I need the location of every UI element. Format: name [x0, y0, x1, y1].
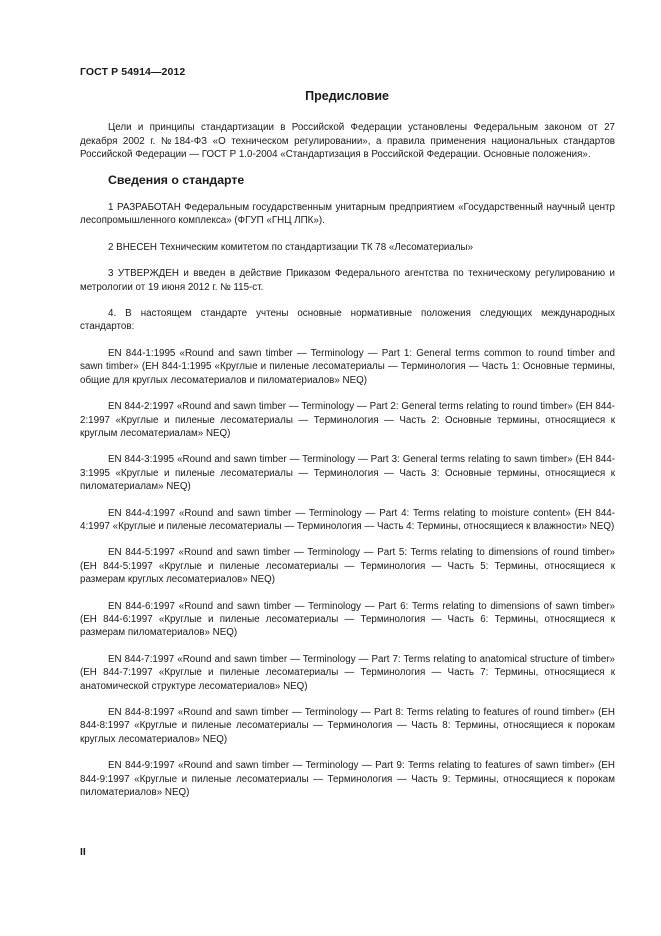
standard-reference: EN 844-3:1995 «Round and sawn timber — Terminology — Part 3: General terms relating to sawn timber» (ЕН 844-3:1995 «Круглые и пиленые лесоматериалы — Терминология — Часть 3: Основные термины, относящиеся к пиломатериалам» NEQ) [80, 454, 615, 493]
item-paragraph: 4. В настоящем стандарте учтены основные нормативные положения следующих международных стандартов: [80, 308, 615, 333]
standard-reference: EN 844-8:1997 «Round and sawn timber — Terminology — Part 8: Terms relating to features of round timber» (ЕН 844-8:1997 «Круглые и пиленые лесоматериалы — Терминология — Часть 8: Термины, относящиеся к порокам круглых лесоматериалов» NEQ) [80, 707, 615, 745]
standard-reference: EN 844-6:1997 «Round and sawn timber — Terminology — Part 6: Terms relating to dimensions of sawn timber» (ЕН 844-6:1997 «Круглые и пиленые лесоматериалы — Терминология — Часть 6: Термины, относящиеся к размерам пиломатериалов» NEQ) [80, 600, 615, 639]
standard-reference: EN 844-2:1997 «Round and sawn timber — Terminology — Part 2: General terms relating to round timber» (ЕН 844-2:1997 «Круглые и пиленые лесоматериалы — Терминология — Часть 2: Основные термины, относящиеся к круглым лесоматериалам» NEQ) [80, 401, 615, 439]
standard-reference: EN 844-7:1997 «Round and sawn timber — Terminology — Part 7: Terms relating to anatomical structure of timber» (ЕН 844-7:1997 «Круглые и пиленые лесоматериалы — Терминология — Часть 7: Термины, относящиеся к анатомической структуре лесоматериалов» NEQ) [80, 653, 615, 692]
standard-reference: EN 844-4:1997 «Round and sawn timber — Terminology — Part 4: Terms relating to moisture content» (ЕН 844-4:1997 «Круглые и пиленые лесоматериалы — Терминология — Часть 4: Термины, относящиеся к влажности» NEQ) [80, 507, 615, 532]
item-paragraph: 3 УТВЕРЖДЕН и введен в действие Приказом Федерального агентства по техническому регулированию и метрологии от 19 июня 2012 г. № 115-ст. [80, 268, 615, 293]
section-subtitle: Сведения о стандарте [108, 172, 245, 187]
standard-reference: EN 844-5:1997 «Round and sawn timber — Terminology — Part 5: Terms relating to dimensions of round timber» (ЕН 844-5:1997 «Круглые и пиленые лесоматериалы — Терминология — Часть 5: Термины, относящиеся к размерам круглых лесоматериалов» NEQ) [80, 547, 615, 586]
item-paragraph: 2 ВНЕСЕН Техническим комитетом по стандартизации ТК 78 «Лесоматериалы» [108, 241, 474, 253]
item-paragraph: 1 РАЗРАБОТАН Федеральным государственным унитарным предприятием «Государственный научный центр лесопромышленного комплекса» (ФГУП «ГНЦ ЛПК»). [80, 202, 615, 227]
standard-reference: EN 844-1:1995 «Round and sawn timber — Terminology — Part 1: General terms common to round timber and sawn timber» (ЕН 844-1:1995 «Круглые и пиленые лесоматериалы — Терминология — Часть 1: Основные термины, общие для круглых лесоматериалов и пиломатериалов» NEQ) [80, 347, 615, 386]
page-number: II [80, 846, 86, 858]
document-header: ГОСТ Р 54914—2012 [80, 66, 186, 78]
preface-title: Предисловие [305, 89, 389, 103]
intro-paragraph: Цели и принципы стандартизации в Российской Федерации установлены Федеральным законом от 27 декабря 2002 г. №184-ФЗ «О техническом регулировании», а правила применения национальных стандартов Российской Федерации — ГОСТ Р 1.0-2004 «Стандартизация в Российской Федерации. Основные положения». [80, 122, 615, 161]
standard-reference: EN 844-9:1997 «Round and sawn timber — Terminology — Part 9: Terms relating to features of sawn timber» (ЕН 844-9:1997 «Круглые и пиленые лесоматериалы — Терминология — Часть 9: Термины, относящиеся к порокам пиломатериалов» NEQ) [80, 760, 615, 799]
main-content [80, 90, 615, 799]
